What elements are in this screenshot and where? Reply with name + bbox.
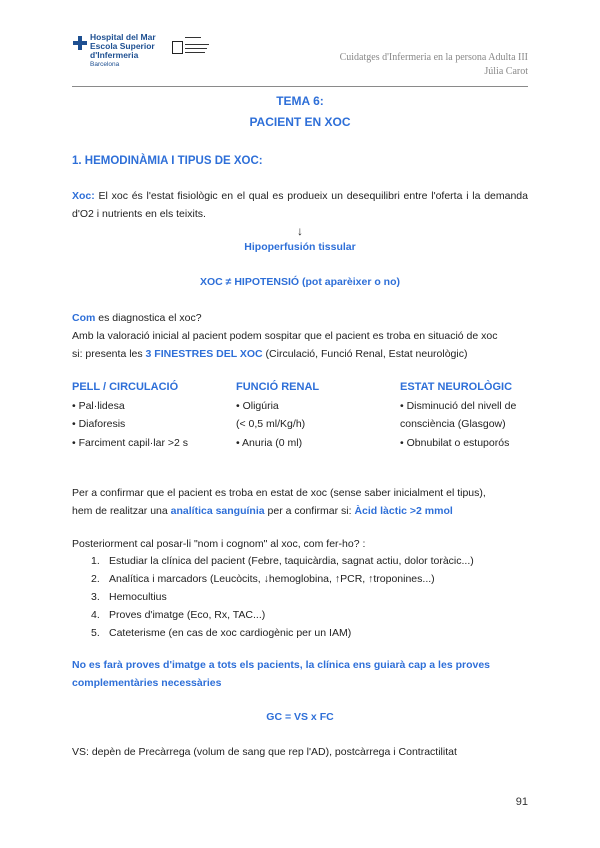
column-heading: ESTAT NEUROLÒGIC xyxy=(400,381,513,393)
list-item: • Oligúria xyxy=(236,399,279,412)
university-logo xyxy=(172,33,212,61)
logo-line-1: Hospital del Mar xyxy=(90,32,156,42)
list-item: 3. Hemocultius xyxy=(91,591,167,603)
lactic-acid-highlight: Àcid làctic >2 mmol xyxy=(354,505,453,517)
hospital-del-mar-logo xyxy=(73,33,173,69)
window-neurological-state xyxy=(400,378,516,452)
list-item: 2. Analítica i marcadors (Leucòcits, ↓hemoglobina, ↑PCR, ↑troponines...) xyxy=(91,573,435,585)
header-course-info xyxy=(340,51,528,79)
definition-text: El xoc és l'estat fisiològic en el qual es produeix un desequilibri entre l'oferta i la demanda d'O2 i nutrients en els teixits. xyxy=(72,190,528,220)
blood-test-highlight: analítica sanguínia xyxy=(170,505,265,517)
logo-line-4: Barcelona xyxy=(90,61,120,68)
column-heading: FUNCIÓ RENAL xyxy=(236,381,320,393)
list-item: 5. Cateterisme (en cas de xoc cardiogènic per un IAM) xyxy=(91,627,352,639)
confirm-analytics-line: hem de realitzar una analítica sanguínia per a confirmar si: Àcid làctic >2 mmol xyxy=(72,505,453,517)
logo-line-2: Escola Superior xyxy=(90,41,155,51)
medical-cross-icon xyxy=(73,36,87,50)
course-title: Cuidatges d'Infermeria en la persona Adulta III xyxy=(339,52,528,63)
list-item: 1. Estudiar la clínica del pacient (Febre, taquicàrdia, sagnat actiu, dolor toràcic...) xyxy=(91,555,474,567)
section-heading: 1. HEMODINÀMIA I TIPUS DE XOC: xyxy=(72,155,263,167)
list-item: (< 0,5 ml/Kg/h) xyxy=(236,418,306,430)
down-arrow-icon: ↓ xyxy=(297,224,303,238)
naming-steps-list xyxy=(91,552,474,642)
topic-number: TEMA 6: xyxy=(276,94,324,108)
logo-line-3: d'Infermeria xyxy=(90,50,139,60)
university-emblem-icon xyxy=(172,41,183,54)
imaging-note-line-1: No es farà proves d'imatge a tots els pacients, la clínica ens guiarà cap a les proves xyxy=(72,659,491,671)
cardiac-output-formula: GC = VS x FC xyxy=(266,711,334,723)
hypoperfusion-label: Hipoperfusión tissular xyxy=(244,241,356,253)
list-item: • Disminució del nivell de xyxy=(400,399,517,412)
naming-intro: Posteriorment cal posar-li "nom i cognom" al xoc, com fer-ho? : xyxy=(72,538,366,550)
list-item: 4. Proves d'imatge (Eco, Rx, TAC...) xyxy=(91,609,266,621)
page-number: 91 xyxy=(515,796,528,808)
list-item: • Pal·lidesa xyxy=(72,399,125,412)
column-heading: PELL / CIRCULACIÓ xyxy=(72,381,179,393)
shock-hypotension-note: XOC ≠ HIPOTENSIÓ (pot aparèixer o no) xyxy=(199,276,401,288)
list-item: • Farciment capil·lar >2 s xyxy=(72,436,189,449)
shock-definition xyxy=(72,187,528,223)
definition-term: Xoc: xyxy=(72,190,95,202)
stroke-volume-note: VS: depèn de Precàrrega (volum de sang que rep l'AD), postcàrrega i Contractilitat xyxy=(72,746,457,758)
list-item: • Anuria (0 ml) xyxy=(236,436,303,449)
three-windows-highlight: 3 FINESTRES DEL XOC xyxy=(145,348,263,360)
diagnosis-term: Com xyxy=(72,312,96,324)
author-name: Júlia Carot xyxy=(484,66,528,77)
window-skin-circulation xyxy=(72,378,188,452)
list-item: • Obnubilat o estuporós xyxy=(400,436,510,449)
header-divider xyxy=(72,86,528,87)
list-item: consciència (Glasgow) xyxy=(400,418,506,430)
imaging-note-line-2: complementàries necessàries xyxy=(72,677,222,689)
diagnosis-text-line: Amb la valoració inicial al pacient podem sospitar que el pacient es troba en situació de xoc xyxy=(72,330,498,342)
diagnosis-windows-line: si: presenta les 3 FINESTRES DEL XOC (Circulació, Funció Renal, Estat neurològic) xyxy=(72,348,468,360)
confirm-text-line: Per a confirmar que el pacient es troba en estat de xoc (sense saber inicialment el tipus), xyxy=(72,487,486,499)
page-title: PACIENT EN XOC xyxy=(249,115,351,129)
diagnosis-question: Com es diagnostica el xoc? xyxy=(72,312,202,324)
list-item: • Diaforesis xyxy=(72,418,126,430)
window-renal-function xyxy=(236,378,319,452)
